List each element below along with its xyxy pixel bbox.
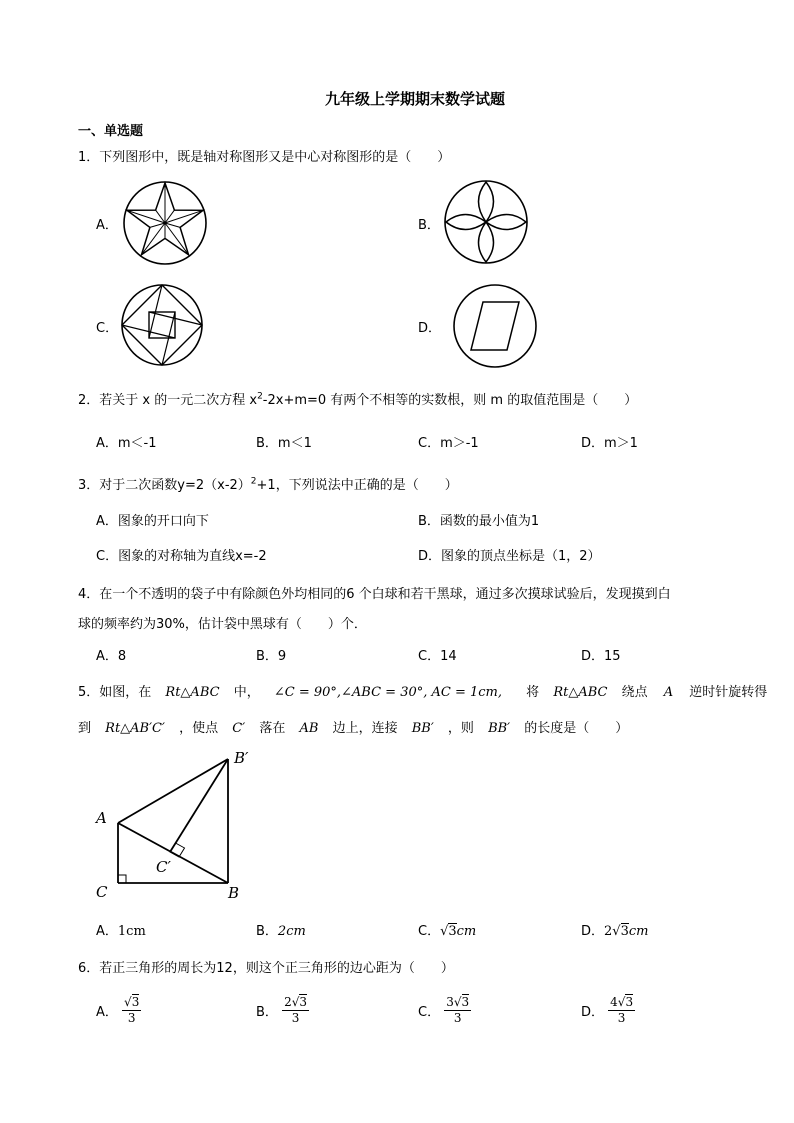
q3-option-a: A．图象的开口向下	[96, 514, 209, 529]
nested-squares-figure	[120, 283, 204, 367]
q2-option-a: A．m＜-1	[96, 436, 157, 451]
page-title: 九年级上学期期末数学试题	[324, 90, 505, 108]
q4-option-b: B．9	[256, 649, 287, 664]
q3-option-c: C．图象的对称轴为直线x=-2	[96, 549, 267, 564]
q5-option-d: D．2√3cm	[581, 924, 649, 939]
q2-option-c: C．m＞-1	[418, 436, 479, 451]
question-4-line-2: 球的频率约为30%，估计袋中黑球有（ ）个．	[78, 617, 367, 632]
label-b: B	[228, 884, 240, 902]
section-heading: 一、单选题	[78, 124, 144, 139]
question-4-line-1: 4．在一个不透明的袋子中有除颜色外均相同的6 个白球和若干黑球，通过多次摸球试验后，发现摸到白	[78, 587, 671, 602]
question-5-line-2: 到 Rt△AB′C′ ，使点 C′ 落在 AB 边上，连接 BB′ ，则 BB′ 的长度是（ ）	[78, 721, 629, 736]
question-6-text: 6．若正三角形的周长为12，则这个正三角形的边心距为（ ）	[78, 961, 454, 976]
parallelogram-figure	[452, 283, 538, 369]
q1-option-a-label: A．	[96, 218, 118, 233]
question-2-text: 2．若关于 x 的一元二次方程 $x^2-2x+m=0$ 有两个不相等的实数根，则 m 的取值范围是（ ）	[78, 391, 638, 408]
q4-option-c: C．14	[418, 649, 457, 664]
q6-option-d: D． $\frac{4√3}{3}$	[581, 995, 634, 1025]
q4-option-a: A．8	[96, 649, 127, 664]
label-b-prime: B′	[234, 749, 249, 767]
q1-option-d-label: D．	[418, 321, 442, 336]
label-c: C	[96, 883, 108, 901]
q1-option-b-label: B．	[418, 218, 440, 233]
question-5-line-1: 5．如图，在 Rt△ABC 中， ∠C = 90°,∠ABC = 30°, AC = 1cm, 将 Rt△ABC 绕点 A 逆时针旋转得	[78, 685, 768, 700]
q6-option-b: B． $\frac{2√3}{3}$	[256, 995, 307, 1025]
triangle-rotation-figure	[90, 745, 260, 905]
label-a: A	[96, 809, 107, 827]
q5-option-a: A．1cm	[96, 924, 146, 939]
label-c-prime: C′	[156, 858, 171, 876]
q2-option-d: D．m＞1	[581, 436, 638, 451]
petal-flower-figure	[443, 179, 529, 265]
q4-option-d: D．15	[581, 649, 621, 664]
q6-option-a: A． $\frac{√3}{3}$	[96, 995, 140, 1025]
question-3-text: 3．对于二次函数$y=2(x-2)^2+1$，下列说法中正确的是（ ）	[78, 476, 458, 493]
q5-option-c: C．√3cm	[418, 924, 477, 939]
q5-option-b: B．2cm	[256, 924, 306, 939]
q1-option-c-label: C．	[96, 321, 119, 336]
q3-option-b: B．函数的最小值为1	[418, 514, 540, 529]
question-1-text: 1．下列图形中，既是轴对称图形又是中心对称图形的是（ ）	[78, 150, 451, 165]
q6-option-c: C． $\frac{3√3}{3}$	[418, 995, 470, 1025]
star-in-circle-figure	[122, 180, 208, 266]
q2-option-b: B．m＜1	[256, 436, 312, 451]
q3-option-d: D．图象的顶点坐标是（1，2）	[418, 549, 601, 564]
